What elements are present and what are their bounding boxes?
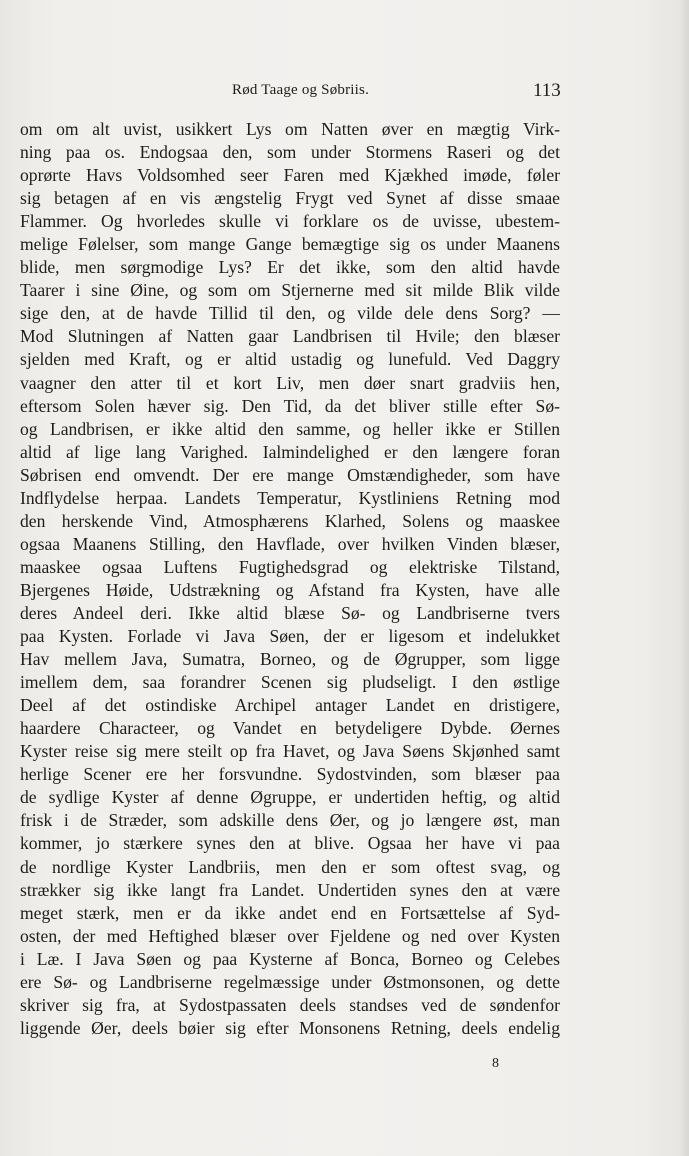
- text-line: paa Kysten. Forlade vi Java Søen, der er ligesom et indelukket: [20, 626, 560, 647]
- text-line: eftersom Solen hæver sig. Den Tid, da det bliver stille efter Sø-: [20, 395, 560, 416]
- text-line: den herskende Vind, Atmosphærens Klarhed, Solens og maaskee: [20, 510, 560, 531]
- signature-mark: 8: [492, 1056, 499, 1071]
- body-text: [20, 118, 560, 1040]
- text-line: Deel af det ostindiske Archipel antager Landet en dristigere,: [20, 695, 560, 716]
- text-line: blide, men sørgmodige Lys? Er det ikke, som den altid havde: [20, 257, 560, 278]
- text-line: herlige Scener ere her forsvundne. Sydostvinden, som blæser paa: [20, 764, 560, 785]
- text-line: vaagner den atter til et kort Liv, men døer snart gradviis hen,: [20, 372, 560, 393]
- text-line: sjelden med Kraft, og er altid ustadig og lunefuld. Ved Daggry: [20, 349, 560, 370]
- text-line: osten, der med Heftighed blæser over Fjeldene og ned over Kysten: [20, 925, 560, 946]
- text-line: ogsaa Maanens Stilling, den Havflade, over hvilken Vinden blæser,: [20, 533, 560, 554]
- text-line: strækker sig ikke langt fra Landet. Undertiden synes den at være: [20, 879, 560, 900]
- text-line: frisk i de Stræder, som adskille dens Øer, og jo længere øst, man: [20, 810, 560, 831]
- text-line: deres Andeel deri. Ikke altid blæse Sø- og Landbriserne tvers: [20, 602, 560, 623]
- text-line: i Læ. I Java Søen og paa Kysterne af Bonca, Borneo og Celebes: [20, 948, 560, 969]
- text-line: liggende Øer, deels bøier sig efter Monsonens Retning, deels endelig: [20, 1017, 560, 1038]
- text-line: Taarer i sine Øine, og som om Stjernerne med sit milde Blik vilde: [20, 280, 560, 301]
- text-line: sig betagen af en vis ængstelig Frygt ved Synet af disse smaae: [20, 188, 560, 209]
- text-line: haardere Characteer, og Vandet en betydeligere Dybde. Øernes: [20, 718, 560, 739]
- text-line: Kyster reise sig mere steilt op fra Havet, og Java Søens Skjønhed samt: [20, 741, 560, 762]
- text-line: Søbrisen end omvendt. Der ere mange Omstændigheder, som have: [20, 464, 560, 485]
- page-number: 113: [533, 80, 561, 101]
- text-line: sige den, at de havde Tillid til den, og vilde dele dens Sorg? —: [20, 303, 560, 324]
- text-line: og Landbrisen, er ikke altid den samme, og heller ikke er Stillen: [20, 418, 560, 439]
- text-line: Bjergenes Høide, Udstrækning og Afstand fra Kysten, have alle: [20, 579, 560, 600]
- page-edge-shadow: [679, 0, 689, 1156]
- text-line: imellem dem, saa forandrer Scenen sig pludseligt. I den østlige: [20, 672, 560, 693]
- text-line: meget stærk, men er da ikke andet end en Fortsættelse af Syd-: [20, 902, 560, 923]
- text-line: ning paa os. Endogsaa den, som under Stormens Raseri og det: [20, 142, 560, 163]
- text-line: Flammer. Og hvorledes skulle vi forklare os de uvisse, ubestem-: [20, 211, 560, 232]
- text-line: ere Sø- og Landbriserne regelmæssige under Østmonsonen, og dette: [20, 971, 560, 992]
- running-head: [0, 80, 689, 102]
- text-line: oprørte Havs Voldsomhed seer Faren med Kjækhed imøde, føler: [20, 165, 560, 186]
- text-line: maaskee ogsaa Luftens Fugtighedsgrad og elektriske Tilstand,: [20, 556, 560, 577]
- running-title: Rød Taage og Søbriis.: [232, 82, 370, 98]
- text-line: altid af lige lang Varighed. Ialmindelighed er den længere foran: [20, 441, 560, 462]
- text-line: Indflydelse herpaa. Landets Temperatur, Kystliniens Retning mod: [20, 487, 560, 508]
- text-line: Mod Slutningen af Natten gaar Landbrisen til Hvile; den blæser: [20, 326, 560, 347]
- text-line: Hav mellem Java, Sumatra, Borneo, og de Øgrupper, som ligge: [20, 649, 560, 670]
- text-line: melige Følelser, som mange Gange bemægtige sig os under Maanens: [20, 234, 560, 255]
- text-line: kommer, jo stærkere synes den at blive. Ogsaa her have vi paa: [20, 833, 560, 854]
- text-line: skriver sig fra, at Sydostpassaten deels standses ved de søndenfor: [20, 994, 560, 1015]
- text-line: de nordlige Kyster Landbriis, men den er som oftest svag, og: [20, 856, 560, 877]
- text-line: de sydlige Kyster af denne Øgruppe, er undertiden heftig, og altid: [20, 787, 560, 808]
- text-line: om om alt uvist, usikkert Lys om Natten øver en mægtig Virk-: [20, 119, 560, 139]
